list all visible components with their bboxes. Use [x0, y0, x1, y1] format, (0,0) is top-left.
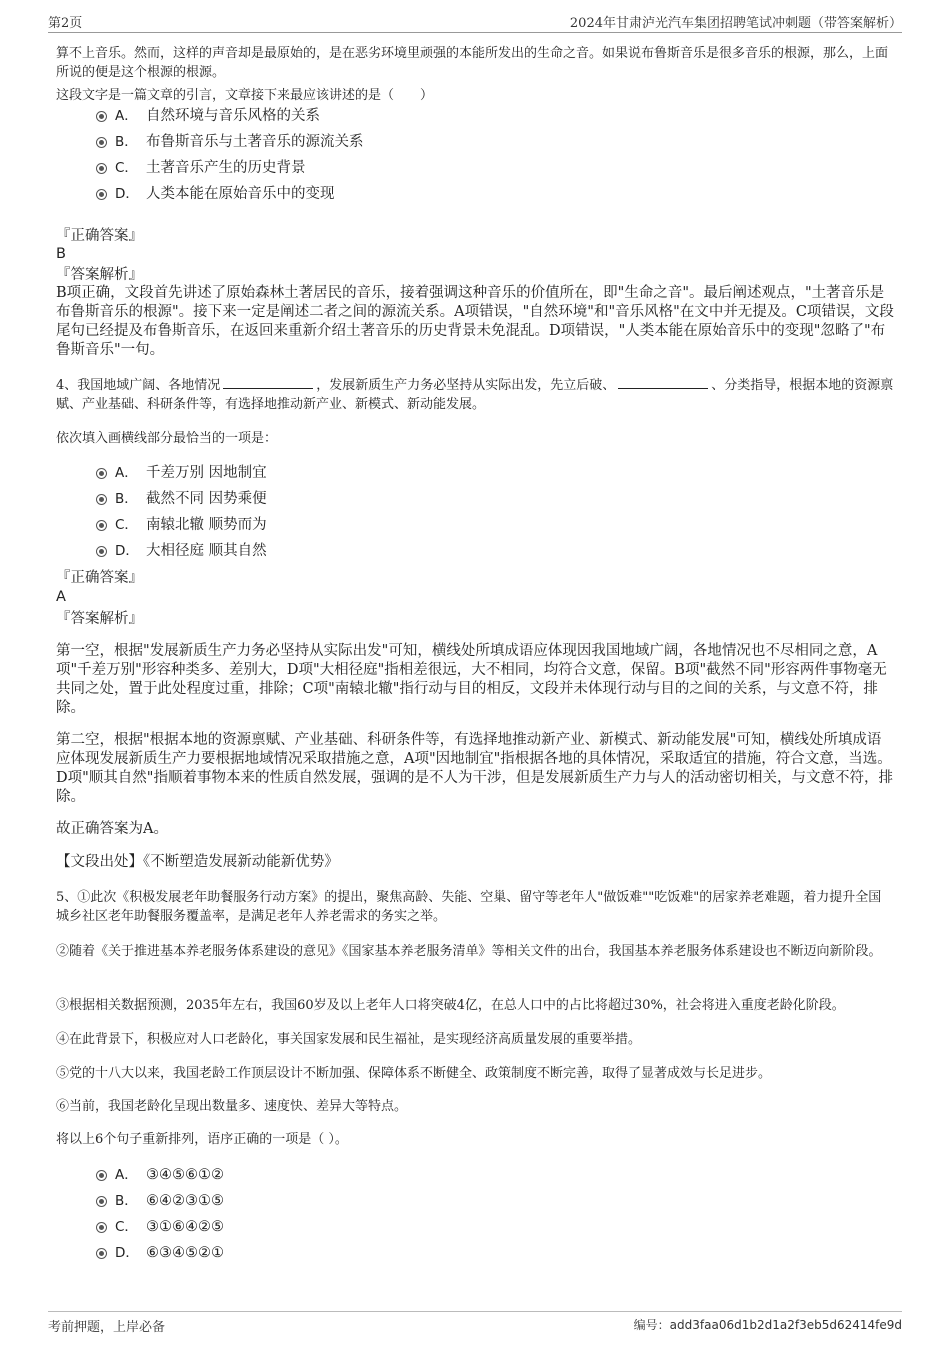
- fill-blank-1: [223, 376, 313, 389]
- page-header: [48, 10, 902, 33]
- radio-icon[interactable]: [96, 163, 107, 174]
- radio-icon[interactable]: [96, 468, 107, 479]
- radio-icon[interactable]: [96, 1248, 107, 1259]
- q4-option-d[interactable]: D． 大相径庭 顺其自然: [96, 538, 696, 564]
- document-code: 编号：add3faa06d1b2d1a2f3eb5d62414fe9d: [633, 1318, 902, 1332]
- q4-conclusion: 故正确答案为A。: [56, 821, 168, 837]
- q3-answer-label: 『正确答案』: [56, 228, 143, 244]
- q4-question: 依次填入画横线部分最恰当的一项是：: [56, 431, 278, 446]
- q3-analysis-label: 『答案解析』: [56, 267, 143, 283]
- q5-sentence-4: ④在此背景下，积极应对人口老龄化，事关国家发展和民生福祉，是实现经济高质量发展的重要举措。: [56, 1032, 642, 1047]
- q4-source: 【文段出处】《不断塑造发展新动能新优势》: [56, 854, 339, 870]
- q5-option-d[interactable]: D． ⑥③④⑤②①: [96, 1240, 696, 1266]
- q4-option-b[interactable]: B． 截然不同 因势乘便: [96, 486, 696, 512]
- q3-question: 这段文字是一篇文章的引言，文章接下来最应该讲述的是（ ）: [56, 88, 434, 103]
- q3-option-c[interactable]: C． 土著音乐产生的历史背景: [96, 155, 696, 181]
- radio-icon[interactable]: [96, 520, 107, 531]
- radio-icon[interactable]: [96, 1170, 107, 1181]
- q3-option-a[interactable]: A． 自然环境与音乐风格的关系: [96, 103, 696, 129]
- q5-sentence-6: ⑥当前，我国老龄化呈现出数量多、速度快、差异大等特点。: [56, 1099, 408, 1114]
- q4-stem: 4、我国地域广阔、各地情况 ，发展新质生产力务必坚持从实际出发，先立后破、 、分类指导，根据本地的资源禀赋、产业基础、科研条件等，有选择地推动新产业、新模式、新动能发展。: [56, 378, 894, 412]
- q3-options: [96, 103, 696, 207]
- q5-options: [96, 1162, 696, 1266]
- q3-option-b[interactable]: B． 布鲁斯音乐与土著音乐的源流关系: [96, 129, 696, 155]
- q4-answer-label: 『正确答案』: [56, 570, 143, 586]
- q5-sentence-5: ⑤党的十八大以来，我国老龄工作顶层设计不断加强、保障体系不断健全、政策制度不断完善，取得了显著成效与长足进步。: [56, 1066, 772, 1081]
- q5-sentence-2: ②随着《关于推进基本养老服务体系建设的意见》《国家基本养老服务清单》等相关文件的出台，我国基本养老服务体系建设也不断迈向新阶段。: [56, 944, 882, 959]
- q5-option-b[interactable]: B． ⑥④②③①⑤: [96, 1188, 696, 1214]
- q5-sentence-1: 5、①此次《积极发展老年助餐服务行动方案》的提出，聚焦高龄、失能、空巢、留守等老年人"做饭难""吃饭难"的居家养老难题，着力提升全国城乡社区老年助餐服务覆盖率，是满足老年人养老需求的务实之举。: [56, 890, 882, 924]
- radio-icon[interactable]: [96, 1196, 107, 1207]
- q3-intro: 算不上音乐。然而，这样的声音却是最原始的，是在恶劣环境里顽强的本能所发出的生命之音。如果说布鲁斯音乐是很多音乐的根源，那么，上面所说的便是这个根源的根源。: [56, 46, 889, 80]
- q5-sentence-3: ③根据相关数据预测，2035年左右，我国60岁及以上老年人口将突破4亿，在总人口中的占比将超过30%，社会将进入重度老龄化阶段。: [56, 998, 845, 1013]
- q4-analysis-label: 『答案解析』: [56, 611, 143, 627]
- q3-analysis: B项正确，文段首先讲述了原始森林土著居民的音乐，接着强调这种音乐的价值所在，即"生命之音"。最后阐述观点，"土著音乐是布鲁斯音乐的根源"。接下来一定是阐述二者之间的源流关系。A项错误，"自然环境"和"音乐风格"在文中并无提及。C项错误，文段尾句已经提及布鲁斯音乐，在返回来重新介绍土著音乐的历史背景未免混乱。D项错误，"人类本能在原始音乐中的变现"忽略了"布鲁斯音乐"一句。: [56, 285, 894, 358]
- footer-slogan: 考前押题，上岸必备: [48, 1320, 166, 1335]
- radio-icon[interactable]: [96, 189, 107, 200]
- q4-analysis-1: 第一空，根据"发展新质生产力务必坚持从实际出发"可知，横线处所填成语应体现因我国地域广阔，各地情况也不尽相同之意，A项"千差万别"形容种类多、差别大，D项"大相径庭"指相差很远，大不相同，均符合文意，保留。B项"截然不同"形容两件事物毫无共同之处，置于此处程度过重，排除；C项"南辕北辙"指行动与目的相反，文段并未体现行动与目的之间的关系，与文意不符，排除。: [56, 643, 887, 716]
- fill-blank-2: [618, 376, 708, 389]
- radio-icon[interactable]: [96, 111, 107, 122]
- q3-option-d[interactable]: D． 人类本能在原始音乐中的变现: [96, 181, 696, 207]
- radio-icon[interactable]: [96, 1222, 107, 1233]
- q4-options: [96, 460, 696, 564]
- q4-option-a[interactable]: A． 千差万别 因地制宜: [96, 460, 696, 486]
- q5-option-c[interactable]: C． ③①⑥④②⑤: [96, 1214, 696, 1240]
- page-footer: [48, 1311, 902, 1336]
- radio-icon[interactable]: [96, 137, 107, 148]
- radio-icon[interactable]: [96, 494, 107, 505]
- q5-question: 将以上6个句子重新排列，语序正确的一项是（ ）。: [56, 1132, 348, 1147]
- q4-analysis-2: 第二空，根据"根据本地的资源禀赋、产业基础、科研条件等，有选择地推动新产业、新模式、新动能发展"可知，横线处所填成语应体现发展新质生产力要根据地域情况采取措施之意，A项"因地制宜"指根据各地的具体情况，采取适宜的措施，符合文意，当选。D项"顺其自然"指顺着事物本来的性质自然发展，强调的是不人为干涉，但是发展新质生产力与人的活动密切相关，与文意不符，排除。: [56, 732, 893, 805]
- q5-option-a[interactable]: A． ③④⑤⑥①②: [96, 1162, 696, 1188]
- q4-answer: A: [56, 589, 66, 605]
- q3-answer: B: [56, 246, 66, 262]
- document-title: 2024年甘肃泸光汽车集团招聘笔试冲刺题（带答案解析）: [569, 16, 902, 31]
- q4-option-c[interactable]: C． 南辕北辙 顺势而为: [96, 512, 696, 538]
- page-number: 第2页: [48, 16, 83, 31]
- radio-icon[interactable]: [96, 546, 107, 557]
